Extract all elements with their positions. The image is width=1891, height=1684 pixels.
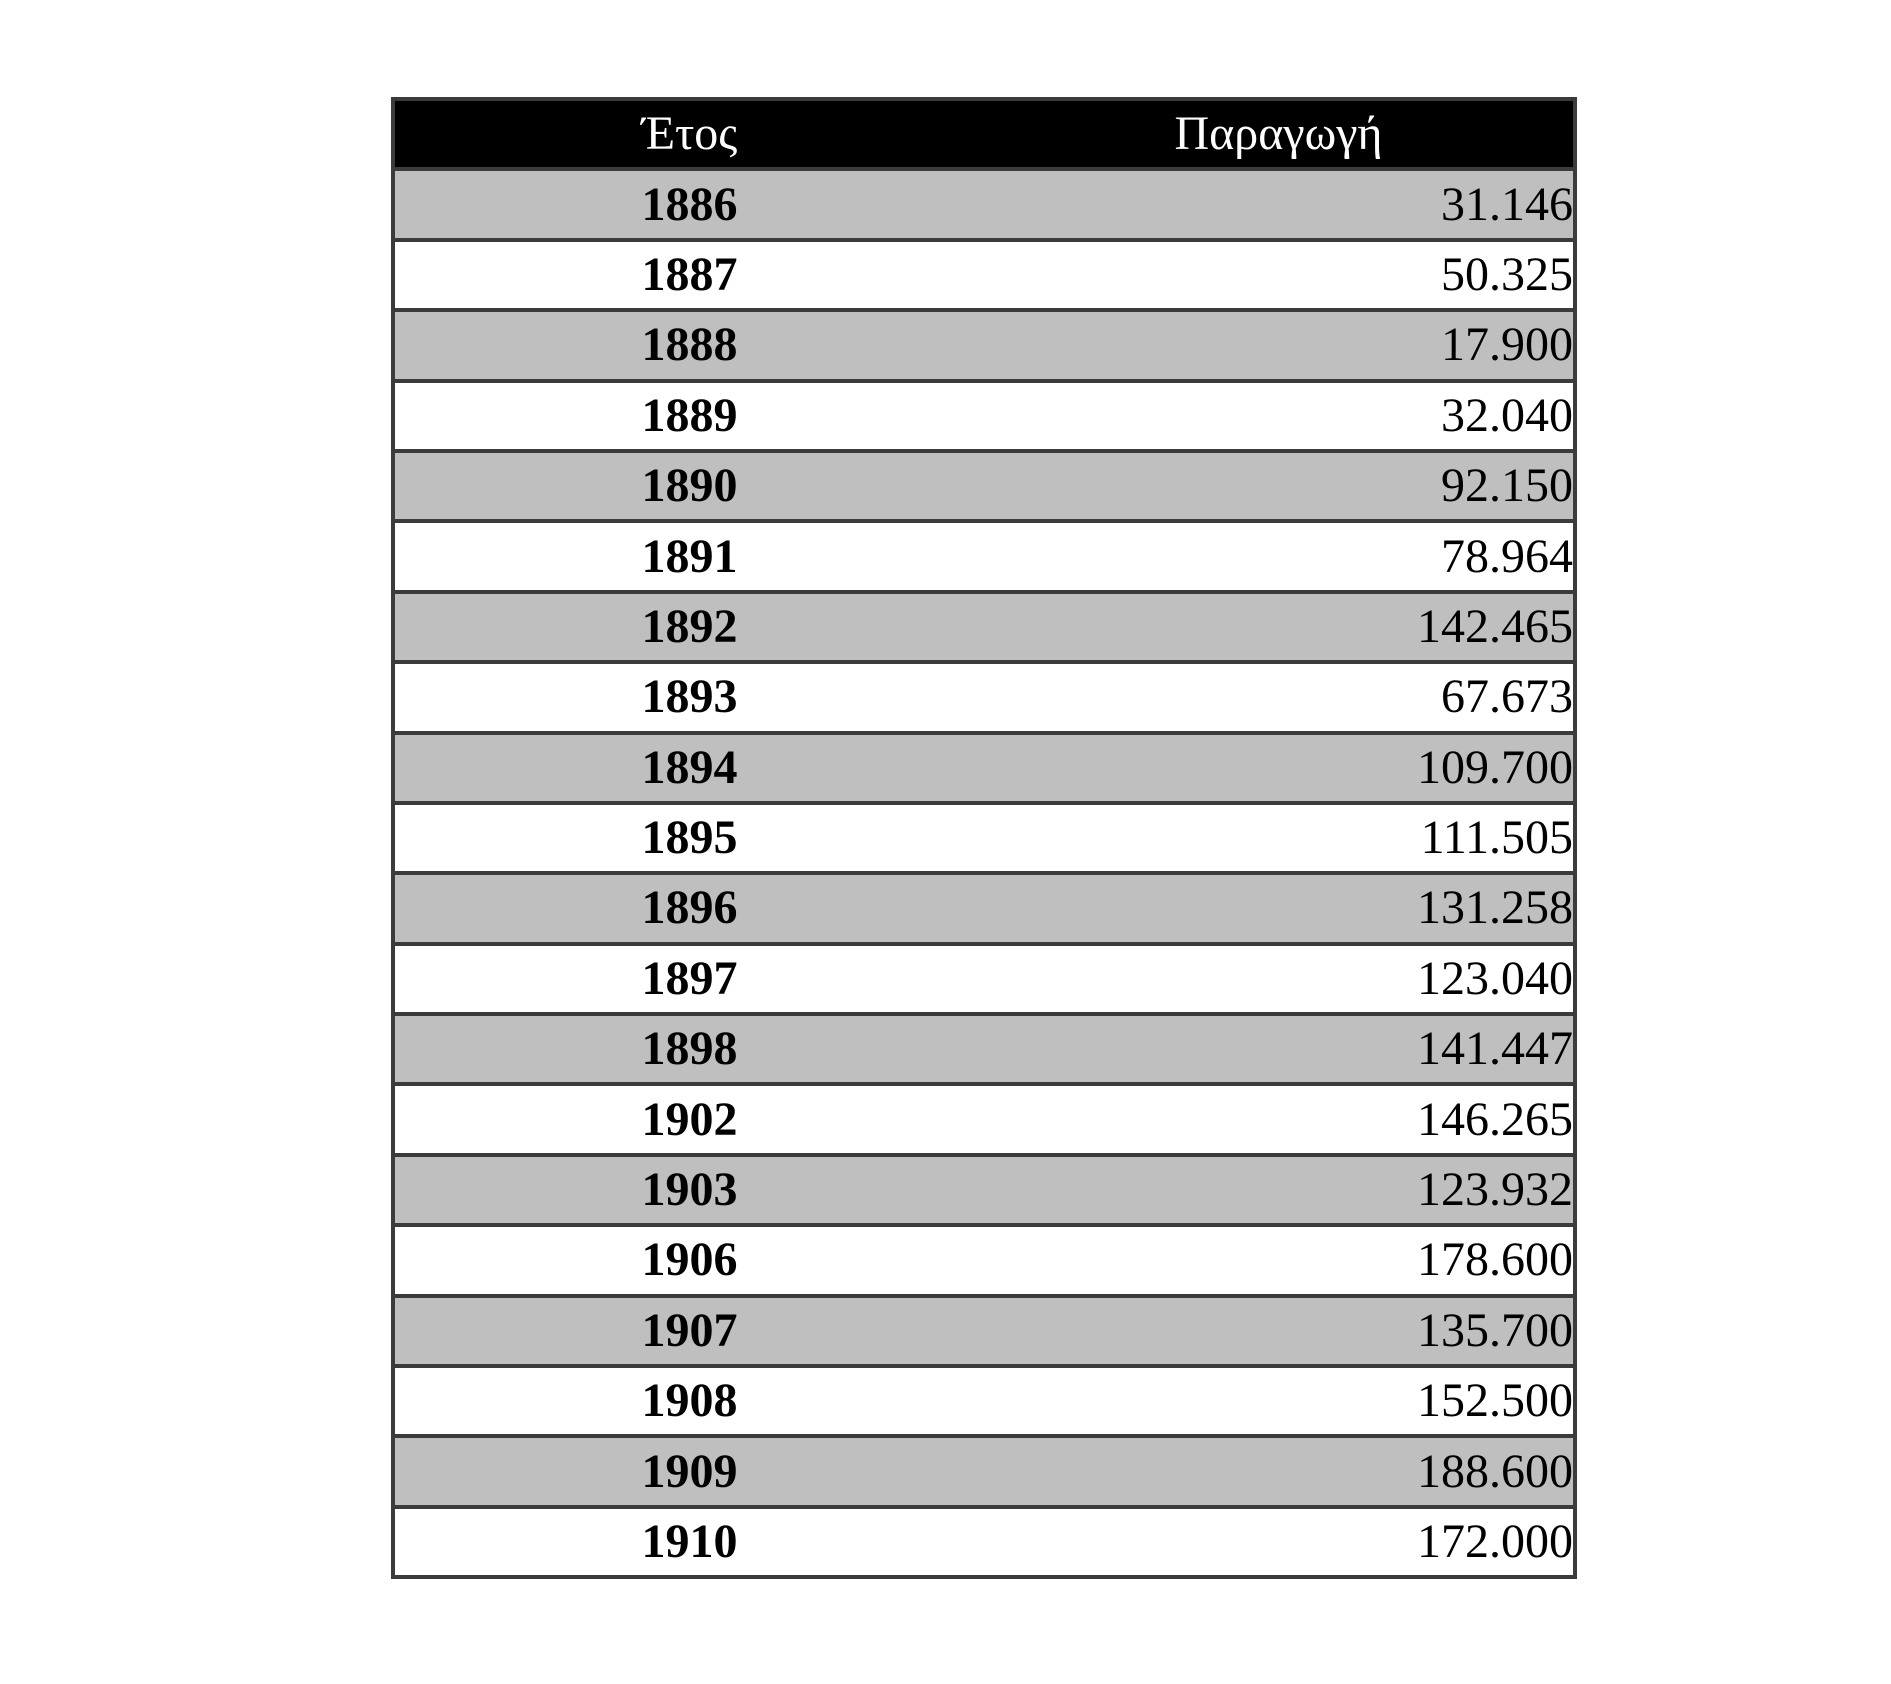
year-cell: 1907 [641, 1303, 738, 1357]
table-row [393, 451, 1575, 521]
table-row [393, 733, 1575, 803]
year-cell: 1910 [641, 1515, 738, 1568]
year-cell: 1896 [641, 881, 738, 935]
production-value-cell: 123.932 [1417, 1163, 1573, 1217]
production-value-cell: 152.500 [1417, 1374, 1573, 1428]
table-row [393, 873, 1575, 943]
production-value-cell: 123.040 [1417, 951, 1573, 1005]
year-cell: 1898 [641, 1022, 738, 1076]
table-header [393, 99, 1575, 169]
table-row [393, 1507, 1575, 1577]
production-value-cell: 92.150 [1441, 459, 1573, 513]
table-row [393, 1225, 1575, 1295]
header-cell-production: Παραγωγή [1174, 107, 1383, 161]
production-value-cell: 67.673 [1441, 670, 1573, 724]
table-row [393, 1366, 1575, 1436]
production-value-cell: 50.325 [1441, 247, 1573, 301]
year-cell: 1889 [641, 388, 738, 442]
year-cell: 1890 [641, 459, 738, 513]
table-row [393, 381, 1575, 451]
year-cell: 1892 [641, 599, 738, 653]
production-value-cell: 141.447 [1417, 1022, 1573, 1076]
year-cell: 1897 [641, 951, 738, 1005]
table-row [393, 310, 1575, 380]
production-value-cell: 109.700 [1417, 740, 1573, 794]
table-row [393, 1296, 1575, 1366]
production-table [391, 97, 1577, 1579]
year-cell: 1902 [641, 1092, 738, 1146]
year-cell: 1893 [641, 670, 738, 724]
year-cell: 1903 [641, 1163, 738, 1217]
production-value-cell: 17.900 [1441, 318, 1573, 372]
year-cell: 1894 [641, 740, 738, 794]
table-row [393, 1084, 1575, 1154]
table-row [393, 1014, 1575, 1084]
year-cell: 1908 [641, 1374, 738, 1428]
table-row [393, 803, 1575, 873]
header-cell-year: Έτος [641, 107, 738, 161]
production-value-cell: 32.040 [1441, 388, 1573, 442]
table-body [393, 169, 1575, 1577]
table-row [393, 1155, 1575, 1225]
table-row [393, 592, 1575, 662]
table-row [393, 944, 1575, 1014]
production-value-cell: 31.146 [1441, 177, 1573, 231]
production-value-cell: 188.600 [1417, 1444, 1573, 1498]
production-value-cell: 111.505 [1420, 811, 1573, 865]
year-cell: 1887 [641, 247, 738, 301]
production-value-cell: 172.000 [1417, 1515, 1573, 1568]
production-value-cell: 178.600 [1417, 1233, 1573, 1287]
production-value-cell: 78.964 [1441, 529, 1573, 583]
year-cell: 1906 [641, 1233, 738, 1287]
production-value-cell: 146.265 [1417, 1092, 1573, 1146]
year-cell: 1909 [641, 1444, 738, 1498]
production-value-cell: 135.700 [1417, 1303, 1573, 1357]
table-row [393, 662, 1575, 732]
year-cell: 1888 [641, 318, 738, 372]
table-header-row [393, 99, 1575, 169]
production-value-cell: 142.465 [1417, 599, 1573, 653]
production-value-cell: 131.258 [1417, 881, 1573, 935]
year-cell: 1886 [641, 177, 738, 231]
year-cell: 1895 [641, 811, 738, 865]
year-cell: 1891 [641, 529, 738, 583]
table-row [393, 169, 1575, 239]
table-row [393, 521, 1575, 591]
table-row [393, 1436, 1575, 1506]
table-row [393, 240, 1575, 310]
